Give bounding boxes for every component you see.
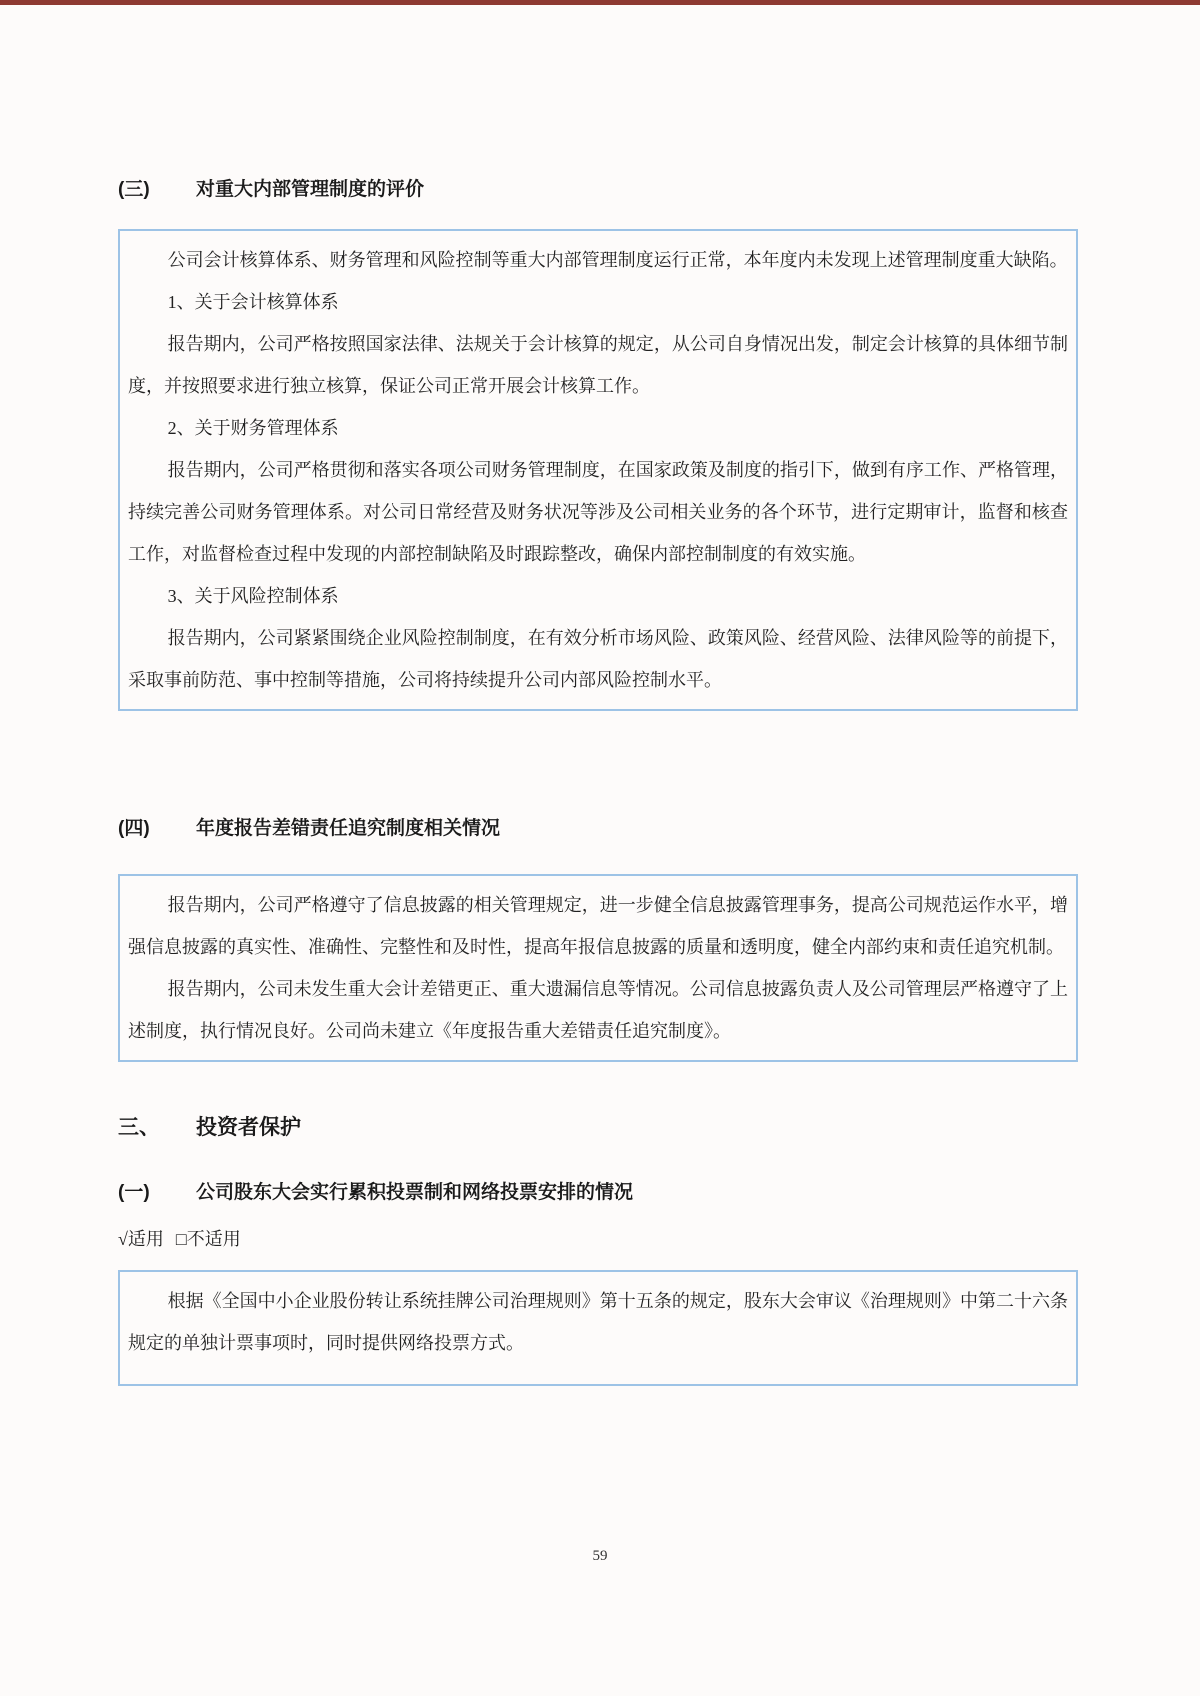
- paragraph: 报告期内，公司严格遵守了信息披露的相关管理规定，进一步健全信息披露管理事务，提高公司规范运作水平，增强信息披露的真实性、准确性、完整性和及时性，提高年报信息披露的质量和透明度，健全内部约束和责任追究机制。: [128, 895, 1068, 957]
- section-3-text-box: [118, 229, 1078, 711]
- subsection-heading-1-title: 公司股东大会实行累积投票制和网络投票安排的情况: [196, 1182, 634, 1203]
- paragraph: 2、关于财务管理体系: [167, 418, 339, 438]
- paragraph: 3、关于风险控制体系: [167, 586, 339, 606]
- section-heading-3: [118, 177, 1078, 203]
- section-heading-4-number: (四): [118, 818, 150, 839]
- section-heading-3-number: (三): [118, 179, 150, 200]
- paragraph: 根据《全国中小企业股份转让系统挂牌公司治理规则》第十五条的规定，股东大会审议《治理规则》中第二十六条规定的单独计票事项时，同时提供网络投票方式。: [128, 1291, 1068, 1353]
- paragraph: 报告期内，公司紧紧围绕企业风险控制制度，在有效分析市场风险、政策风险、经营风险、法律风险等的前提下，采取事前防范、事中控制等措施，公司将持续提升公司内部风险控制水平。: [128, 628, 1068, 690]
- subsection-1-text-box: [118, 1270, 1078, 1386]
- paragraph: 报告期内，公司严格按照国家法律、法规关于会计核算的规定，从公司自身情况出发，制定会计核算的具体细节制度，并按照要求进行独立核算，保证公司正常开展会计核算工作。: [128, 334, 1068, 396]
- subsection-heading-1: [118, 1180, 1078, 1206]
- page-number: 59: [592, 1548, 608, 1564]
- paragraph: 报告期内，公司严格贯彻和落实各项公司财务管理制度，在国家政策及制度的指引下，做到有序工作、严格管理，持续完善公司财务管理体系。对公司日常经营及财务状况等涉及公司相关业务的各个环节，进行定期审计，监督和核查工作，对监督检查过程中发现的内部控制缺陷及时跟踪整改，确保内部控制制度的有效实施。: [128, 460, 1068, 564]
- applicable-label: 适用: [127, 1229, 164, 1249]
- paragraph: 1、关于会计核算体系: [167, 292, 339, 312]
- paragraph: 公司会计核算体系、财务管理和风险控制等重大内部管理制度运行正常，本年度内未发现上述管理制度重大缺陷。: [167, 250, 1068, 270]
- checkbox-empty-icon: □: [175, 1229, 187, 1249]
- section-4-text-box: [118, 874, 1078, 1062]
- chapter-heading-3-number: 三、: [118, 1116, 160, 1139]
- subsection-heading-1-number: (一): [118, 1182, 150, 1203]
- document-page: [0, 177, 1200, 1386]
- chapter-heading-3-title: 投资者保护: [196, 1116, 301, 1139]
- top-accent-bar: [0, 0, 1200, 5]
- section-heading-4: [118, 816, 1078, 842]
- paragraph: 报告期内，公司未发生重大会计差错更正、重大遗漏信息等情况。公司信息披露负责人及公司管理层严格遵守了上述制度，执行情况良好。公司尚未建立《年度报告重大差错责任追究制度》。: [128, 979, 1068, 1041]
- applicability-line: [118, 1226, 1078, 1252]
- chapter-heading-3: [118, 1113, 1078, 1143]
- section-heading-4-title: 年度报告差错责任追究制度相关情况: [196, 818, 501, 839]
- section-heading-3-title: 对重大内部管理制度的评价: [196, 179, 425, 200]
- check-mark-icon: √: [118, 1229, 128, 1249]
- not-applicable-label: 不适用: [186, 1229, 241, 1249]
